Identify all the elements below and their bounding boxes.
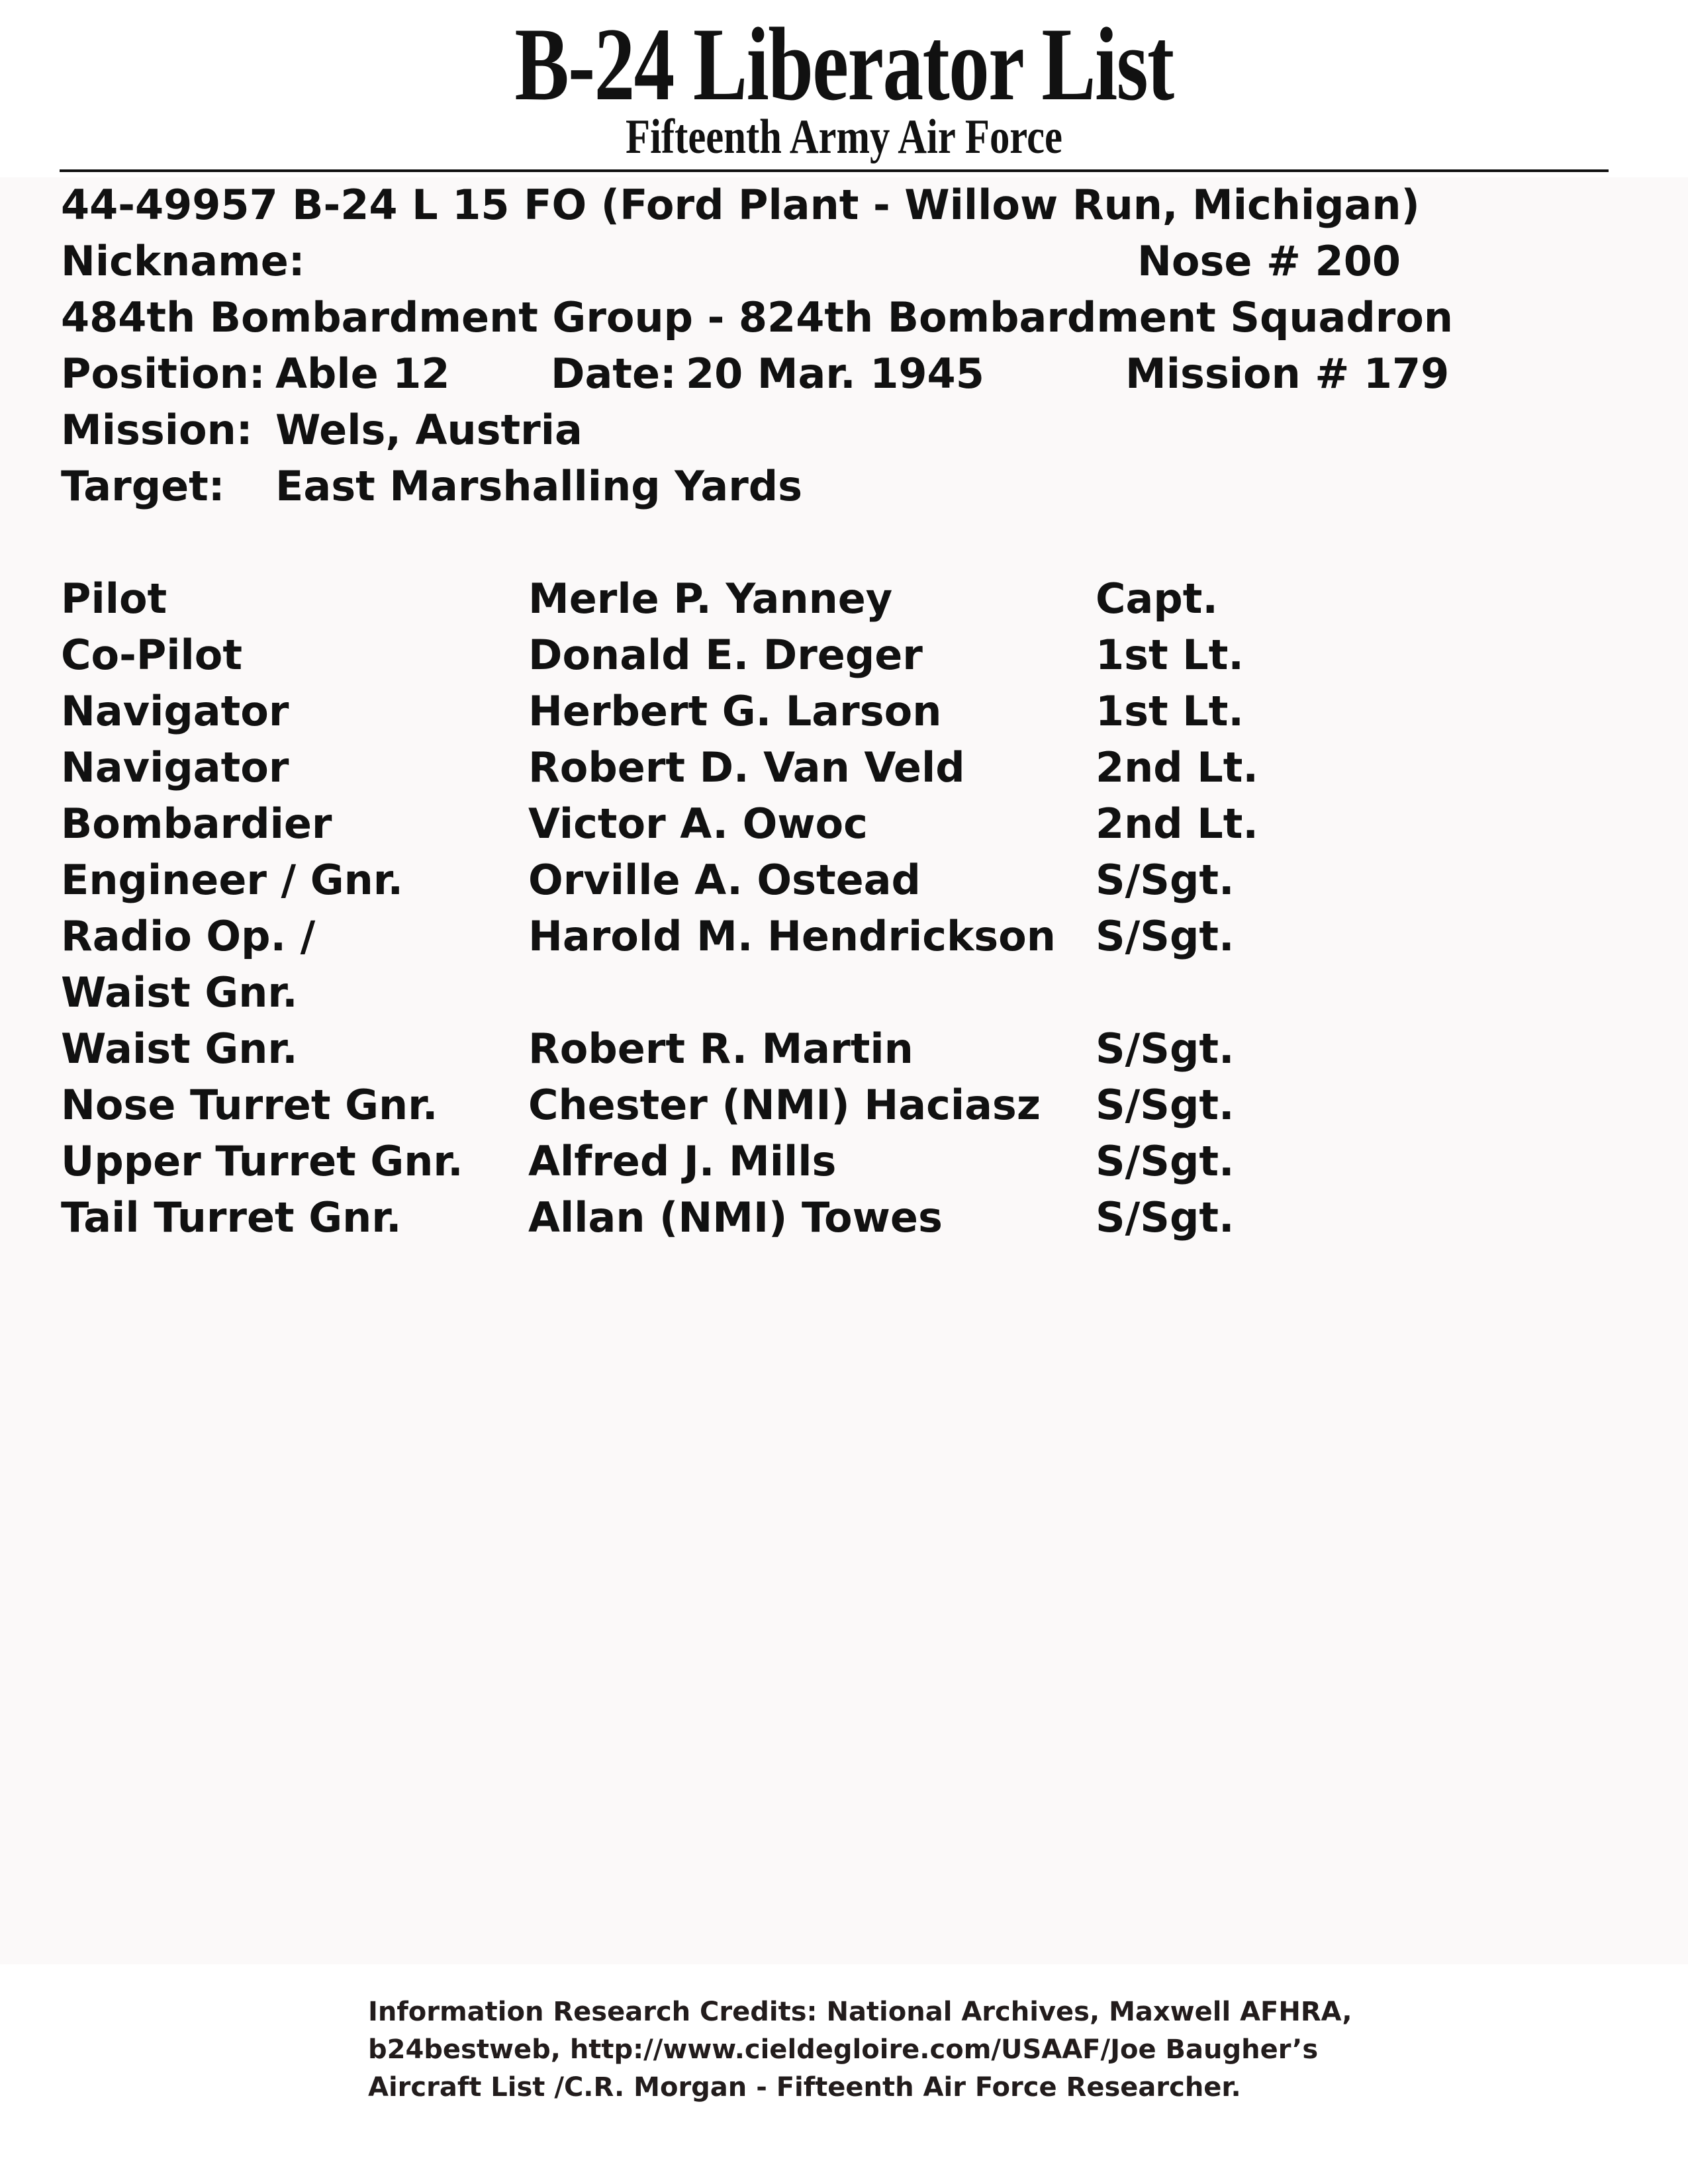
crew-role: Engineer / Gnr. [61, 856, 404, 904]
crew-name: Donald E. Dreger [528, 631, 923, 679]
mission-number: Mission # 179 [1125, 349, 1450, 398]
crew-name: Robert R. Martin [528, 1024, 914, 1073]
crew-name: Chester (NMI) Haciasz [528, 1081, 1041, 1129]
date-label: Date: [551, 349, 677, 398]
credits-line: Aircraft List /C.R. Morgan - Fifteenth Air Force Researcher. [368, 2072, 1241, 2103]
crew-role: Radio Op. / [61, 912, 316, 960]
page-header [0, 0, 1688, 177]
crew-rank: S/Sgt. [1096, 912, 1235, 960]
crew-rank: S/Sgt. [1096, 1137, 1235, 1185]
crew-name: Victor A. Owoc [528, 799, 868, 848]
crew-role: Tail Turret Gnr. [61, 1193, 402, 1242]
header-divider [60, 169, 1609, 172]
crew-name: Merle P. Yanney [528, 574, 893, 623]
mission-label: Mission: [61, 406, 253, 454]
group-line: 484th Bombardment Group - 824th Bombardment Squadron [61, 293, 1454, 341]
crew-rank: 2nd Lt. [1096, 799, 1258, 848]
target-label: Target: [61, 462, 225, 510]
crew-name: Allan (NMI) Towes [528, 1193, 943, 1242]
crew-role: Bombardier [61, 799, 332, 848]
crew-rank: 1st Lt. [1096, 631, 1244, 679]
position-value: Able 12 [275, 349, 450, 398]
position-label: Position: [61, 349, 265, 398]
page-subtitle: Fifteenth Army Air Force [626, 110, 1062, 164]
crew-name: Orville A. Ostead [528, 856, 921, 904]
nose-number: Nose # 200 [1137, 237, 1401, 285]
crew-rank: Capt. [1096, 574, 1218, 623]
crew-name: Robert D. Van Veld [528, 743, 965, 792]
date-value: 20 Mar. 1945 [686, 349, 984, 398]
crew-rank: 1st Lt. [1096, 687, 1244, 735]
crew-rank: S/Sgt. [1096, 1081, 1235, 1129]
crew-role: Co-Pilot [61, 631, 243, 679]
research-credits [368, 1993, 1626, 2107]
credits-line: b24bestweb, http://www.cieldegloire.com/USAAF/Joe Baugher’s [368, 2034, 1319, 2065]
crew-role: Navigator [61, 743, 289, 792]
crew-role: Nose Turret Gnr. [61, 1081, 438, 1129]
crew-rank: S/Sgt. [1096, 1193, 1235, 1242]
crew-rank: 2nd Lt. [1096, 743, 1258, 792]
mission-value: Wels, Austria [275, 406, 583, 454]
crew-role: Upper Turret Gnr. [61, 1137, 463, 1185]
credits-line: Information Research Credits: National Archives, Maxwell AFHRA, [368, 1997, 1352, 2027]
crew-role: Navigator [61, 687, 289, 735]
crew-role: Waist Gnr. [61, 968, 298, 1017]
page-title: B-24 Liberator List [514, 7, 1174, 122]
crew-rank: S/Sgt. [1096, 1024, 1235, 1073]
crew-name: Harold M. Hendrickson [528, 912, 1056, 960]
crew-name: Herbert G. Larson [528, 687, 942, 735]
serial-line: 44-49957 B-24 L 15 FO (Ford Plant - Willow Run, Michigan) [61, 181, 1420, 229]
crew-rank: S/Sgt. [1096, 856, 1235, 904]
crew-role: Waist Gnr. [61, 1024, 298, 1073]
crew-name: Alfred J. Mills [528, 1137, 837, 1185]
crew-role: Pilot [61, 574, 167, 623]
target-value: East Marshalling Yards [275, 462, 803, 510]
nickname-label: Nickname: [61, 237, 305, 285]
